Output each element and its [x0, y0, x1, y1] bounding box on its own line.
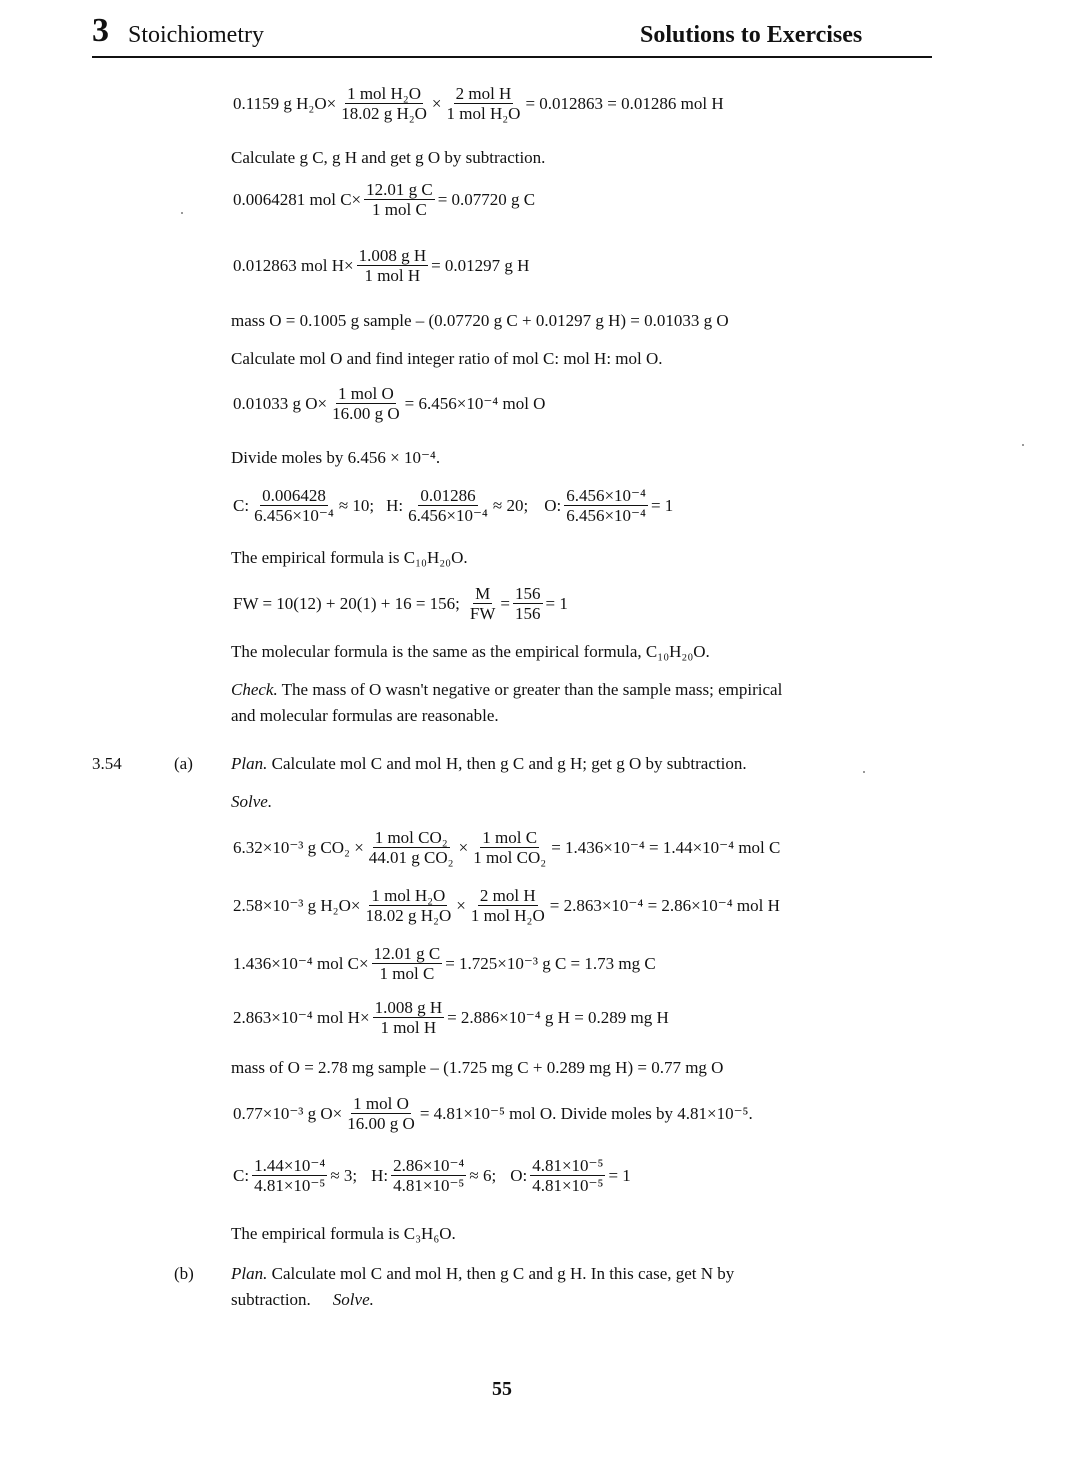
fraction: $\frac{\text{2 mol H}}{\text{1 mol H₂O}}$ — [470, 886, 545, 925]
exercise-number: 3.54 — [92, 754, 122, 773]
equation-mole-ratio: C: $\frac{0.006428}{\text{6.456×10⁻⁴}}$ ≈ 10; H: $\frac{0.01286}{\text{6.456×10⁻⁴}}$ ≈ 20; O: $\frac{\text{6.456×10⁻⁴}}{\text{6.456×10⁻⁴}}$ = 1 — [233, 486, 674, 525]
fraction: $\frac{156}{156}$ — [515, 584, 541, 623]
text-solve-a: Solve. — [231, 792, 273, 811]
equation-mol-h-to-g-h: 0.012863 mol H× $\frac{\text{1.008 g H}}{\text{1 mol H}}$ = 0.01297 g H — [233, 246, 530, 285]
equation-mol-c-to-mg-c: 1.436×10⁻⁴ mol C× $\frac{\text{12.01 g C}}{\text{1 mol C}}$ = 1.725×10⁻³ g C = 1.73 mg C — [233, 944, 656, 983]
section-title: Solutions to Exercises — [640, 22, 863, 48]
fraction: $\frac{0.006428}{\text{6.456×10⁻⁴}}$ — [254, 486, 334, 525]
fraction: $\frac{\text{1 mol C}}{\text{1 mol CO₂}}$ — [473, 828, 547, 867]
part-a-label: (a) — [174, 754, 193, 773]
text-empirical-formula: The empirical formula is C₁₀H₂₀O. — [231, 548, 468, 567]
equation-g-o-to-mol-o-2: 0.77×10⁻³ g O× $\frac{\text{1 mol O}}{\text{16.00 g O}}$ = 4.81×10⁻⁵ mol O. Divide moles by 4.81×10⁻⁵. — [233, 1094, 753, 1133]
fraction: $\frac{\text{1 mol H₂O}}{\text{18.02 g H₂O}}$ — [365, 886, 452, 925]
fraction: $\frac{\text{12.01 g C}}{\text{1 mol C}}$ — [373, 944, 441, 983]
equation-formula-weight: FW = 10(12) + 20(1) + 16 = 156; $\frac{M}{FW}$ = $\frac{156}{156}$ = 1 — [233, 584, 568, 623]
text-mass-of-o: mass of O = 2.78 mg sample – (1.725 mg C + 0.289 mg H) = 0.77 mg O — [231, 1058, 724, 1077]
equation-g-o-to-mol-o: 0.01033 g O× $\frac{\text{1 mol O}}{\text{16.00 g O}}$ = 6.456×10⁻⁴ mol O — [233, 384, 546, 423]
fraction: $\frac{\text{6.456×10⁻⁴}}{\text{6.456×10⁻⁴}}$ — [566, 486, 646, 525]
equation-mole-ratio-2: C: $\frac{\text{1.44×10⁻⁴}}{\text{4.81×10⁻⁵}}$ ≈ 3; H: $\frac{\text{2.86×10⁻⁴}}{\text{4.81×10⁻⁵}}$ ≈ 6; O: $\frac{\text{4.81×10⁻⁵}}{\text{4.81×10⁻⁵}}$ = 1 — [233, 1156, 631, 1195]
fraction: $\frac{\text{1.008 g H}}{\text{1 mol H}}$ — [358, 246, 427, 285]
fraction: $\frac{\text{1 mol H₂O}}{\text{18.02 g H₂O}}$ — [341, 84, 427, 123]
fraction: $\frac{\text{1 mol O}}{\text{16.00 g O}}$ — [332, 384, 400, 423]
fraction: $\frac{\text{2 mol H}}{\text{1 mol H₂O}}$ — [446, 84, 521, 123]
text-empirical-formula-2: The empirical formula is C₃H₆O. — [231, 1224, 456, 1243]
fraction: $\frac{\text{12.01 g C}}{\text{1 mol C}}$ — [366, 180, 433, 219]
equation-h2o-to-mol-h: 0.1159 g H₂O× $\frac{\text{1 mol H₂O}}{\text{18.02 g H₂O}}$ × $\frac{\text{2 mol H}}{\text{1 mol H₂O}}$ = 0.012863 = 0.01286 mol H — [233, 84, 724, 123]
text-plan-b: Plan. Calculate mol C and mol H, then g C and g H. In this case, get N by — [231, 1264, 735, 1283]
text-mass-o: mass O = 0.1005 g sample – (0.07720 g C + 0.01297 g H) = 0.01033 g O — [231, 311, 729, 330]
page-number: 55 — [492, 1378, 512, 1400]
fraction: $\frac{\text{2.86×10⁻⁴}}{\text{4.81×10⁻⁵}}$ — [393, 1156, 465, 1195]
fraction: $\frac{\text{1 mol O}}{\text{16.00 g O}}$ — [347, 1094, 415, 1133]
scan-speck — [181, 212, 183, 214]
scan-speck — [863, 771, 865, 773]
text-calc-mol-o: Calculate mol O and find integer ratio of mol C: mol H: mol O. — [231, 349, 663, 368]
text-plan-a: Plan. Calculate mol C and mol H, then g C and g H; get g O by subtraction. — [231, 754, 747, 773]
part-b-label: (b) — [174, 1264, 194, 1283]
text-calc-gc: Calculate g C, g H and get g O by subtraction. — [231, 148, 546, 167]
text-molecular-formula: The molecular formula is the same as the empirical formula, C₁₀H₂₀O. — [231, 642, 710, 661]
text-check-cont: and molecular formulas are reasonable. — [231, 706, 499, 725]
chapter-number: 3 — [92, 12, 109, 49]
fraction: $\frac{\text{4.81×10⁻⁵}}{\text{4.81×10⁻⁵}}$ — [532, 1156, 604, 1195]
text-divide: Divide moles by 6.456 × 10⁻⁴. — [231, 448, 441, 467]
fraction: $\frac{\text{1.44×10⁻⁴}}{\text{4.81×10⁻⁵}}$ — [254, 1156, 326, 1195]
fraction: $\frac{\text{1 mol CO₂}}{\text{44.01 g CO₂}}$ — [368, 828, 454, 867]
scan-speck — [1022, 444, 1024, 446]
fraction: $\frac{\text{1.008 g H}}{\text{1 mol H}}$ — [374, 998, 443, 1037]
fraction: $\frac{0.01286}{\text{6.456×10⁻⁴}}$ — [408, 486, 488, 525]
equation-mol-c-to-g-c: 0.0064281 mol C× $\frac{\text{12.01 g C}}{\text{1 mol C}}$ = 0.07720 g C — [233, 180, 536, 219]
chapter-title: Stoichiometry — [128, 22, 264, 48]
fraction: $\frac{M}{FW}$ — [469, 584, 496, 623]
text-check: Check. The mass of O wasn't negative or greater than the sample mass; empirical — [231, 680, 783, 699]
equation-h2o-to-mol-h-2: 2.58×10⁻³ g H₂O× $\frac{\text{1 mol H₂O}}{\text{18.02 g H₂O}}$ × $\frac{\text{2 mol H}}{\text{1 mol H₂O}}$ = 2.863×10⁻⁴ = 2.86×10⁻⁴ mol H — [233, 886, 780, 925]
header-rule — [92, 56, 932, 58]
equation-mol-h-to-mg-h: 2.863×10⁻⁴ mol H× $\frac{\text{1.008 g H}}{\text{1 mol H}}$ = 2.886×10⁻⁴ g H = 0.289 mg H — [233, 998, 669, 1037]
text-plan-b-cont: subtraction. Solve. — [231, 1290, 374, 1309]
equation-co2-to-mol-c: 6.32×10⁻³ g CO₂ × $\frac{\text{1 mol CO₂}}{\text{44.01 g CO₂}}$ × $\frac{\text{1 mol C}}{\text{1 mol CO₂}}$ = 1.436×10⁻⁴ = 1.44×10⁻⁴ mol C — [233, 828, 781, 867]
